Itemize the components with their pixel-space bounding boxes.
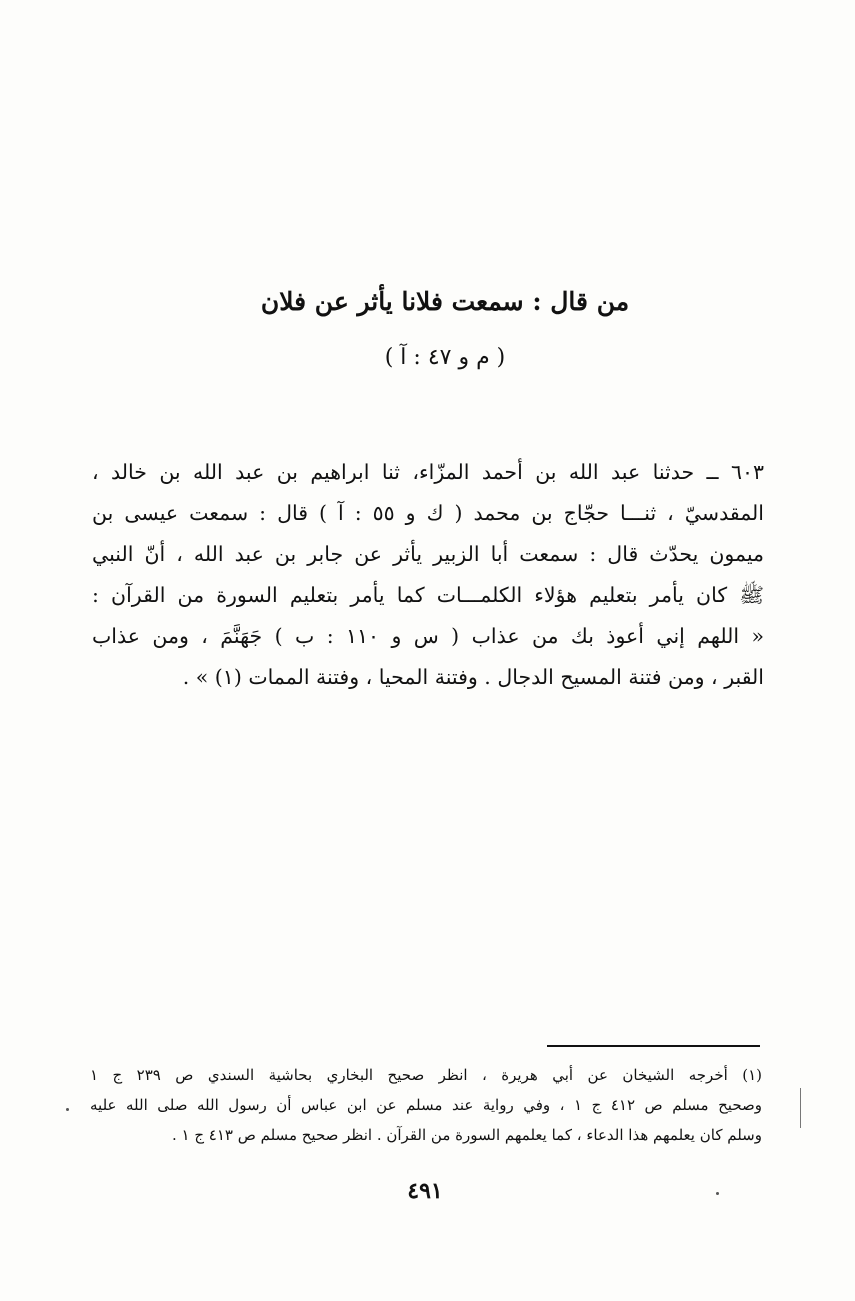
footnote-line: (١) أخرجه الشيخان عن أبي هريرة ، انظر صحيح البخاري بحاشية السندي ص ٢٣٩ ج ١ — [90, 1066, 762, 1084]
hadith-line: « اللهم إني أعوذ بك من عذاب ( س و ١١٠ : ب ) جَهَنَّمَ ، ومن عذاب — [92, 624, 764, 648]
scan-speck — [66, 1108, 69, 1111]
footnotes — [90, 1060, 762, 1150]
footnote-line: وصحيح مسلم ص ٤١٢ ج ١ ، وفي رواية عند مسلم عن ابن عباس أن رسول الله صلى الله عليه — [90, 1096, 762, 1114]
hadith-line: ميمون يحدّث قال : سمعت أبا الزبير يأثر عن جابر بن عبد الله ، أنّ النبي — [92, 542, 764, 566]
scan-margin-mark — [800, 1088, 801, 1128]
scan-speck — [716, 1192, 719, 1195]
hadith-line: القبر ، ومن فتنة المسيح الدجال . وفتنة المحيا ، وفتنة الممات (١) » . — [182, 665, 764, 689]
footnote-divider — [547, 1045, 760, 1047]
hadith-line: ﷺ كان يأمر بتعليم هؤلاء الكلمـــات كما يأمر بتعليم السورة من القرآن : — [92, 583, 764, 607]
footnote-line: وسلم كان يعلمهم هذا الدعاء ، كما يعلمهم السورة من القرآن . انظر صحيح مسلم ص ٤١٣ ج ١ . — [171, 1126, 762, 1144]
manuscript-reference: ( م و ٤٧ : آ ) — [384, 345, 506, 370]
chapter-title: من قال : سمعت فلانا يأثر عن فلان — [260, 287, 630, 316]
hadith-line: المقدسيّ ، ثنـــا حجّاج بن محمد ( ك و ٥٥ : آ ) قال : سمعت عيسى بن — [92, 501, 764, 525]
hadith-text — [92, 452, 764, 698]
hadith-line: ٦٠٣ ــ حدثنا عبد الله بن أحمد المزّاء، ثنا ابراهيم بن عبد الله بن خالد ، — [92, 460, 764, 484]
page-number: ٤٩١ — [407, 1178, 443, 1204]
